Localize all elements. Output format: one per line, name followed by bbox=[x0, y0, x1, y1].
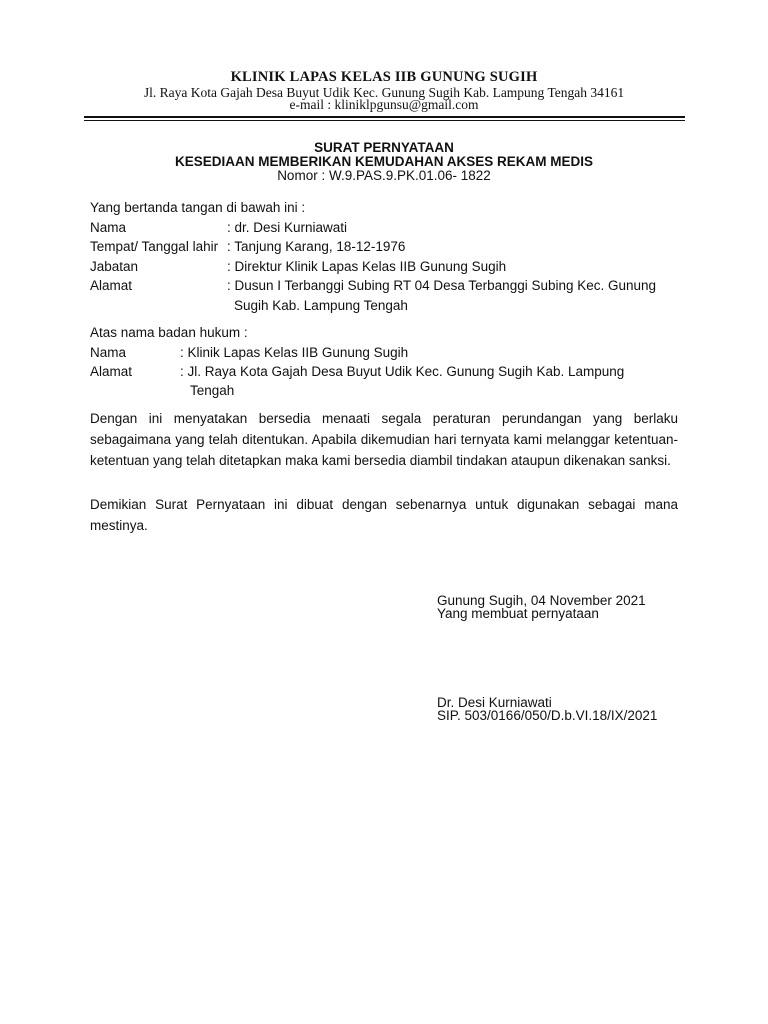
document-number: Nomor : W.9.PAS.9.PK.01.06- 1822 bbox=[277, 168, 491, 183]
entity-name-value: : Klinik Lapas Kelas IIB Gunung Sugih bbox=[180, 345, 409, 360]
signer-position-label: Jabatan bbox=[90, 259, 139, 274]
signer-name-label: Nama bbox=[90, 220, 127, 235]
statement-paragraph: Dengan ini menyatakan bersedia menaati segala peraturan perundangan yang berlaku sebagaimana yang telah ditentukan. Apabila dikemudian hari ternyata kami melanggar ketentuan-ketentuan yang telah ditetapkan maka kami bersedia diambil tindakan ataupun dikenakan sanksi. bbox=[90, 411, 678, 468]
signature-caption: Yang membuat pernyataan bbox=[437, 606, 599, 621]
signer-birth-value: : Tanjung Karang, 18-12-1976 bbox=[227, 239, 406, 254]
document-subtitle: KESEDIAAN MEMBERIKAN KEMUDAHAN AKSES REKAM MEDIS bbox=[174, 154, 594, 169]
entity-address-label: Alamat bbox=[90, 364, 133, 379]
signature-name: Dr. Desi Kurniawati bbox=[437, 695, 552, 710]
closing-paragraph: Demikian Surat Pernyataan ini dibuat dengan sebenarnya untuk digunakan sebagai mana mestinya. bbox=[90, 497, 678, 533]
signer-name-value: : dr. Desi Kurniawati bbox=[227, 220, 348, 235]
letterhead-divider-thin bbox=[84, 120, 685, 121]
entity-address-value: : Jl. Raya Kota Gajah Desa Buyut Udik Kec. Gunung Sugih Kab. Lampung bbox=[180, 364, 625, 379]
signature-sip: SIP. 503/0166/050/D.b.VI.18/IX/2021 bbox=[437, 708, 658, 723]
letterhead-divider-thick bbox=[84, 116, 685, 118]
entity-name-label: Nama bbox=[90, 345, 127, 360]
signer-address-label: Alamat bbox=[90, 278, 133, 293]
signer-position-value: : Direktur Klinik Lapas Kelas IIB Gunung Sugih bbox=[227, 259, 507, 274]
signature-place-date: Gunung Sugih, 04 November 2021 bbox=[437, 593, 646, 608]
signer-address-value-cont: Sugih Kab. Lampung Tengah bbox=[234, 298, 408, 313]
entity-address-value-cont: Tengah bbox=[190, 383, 235, 398]
signer-birth-label: Tempat/ Tanggal lahir bbox=[90, 239, 219, 254]
letterhead-name: KLINIK LAPAS KELAS IIB GUNUNG SUGIH bbox=[230, 69, 538, 85]
signer-intro: Yang bertanda tangan di bawah ini : bbox=[90, 200, 306, 215]
letterhead-address: Jl. Raya Kota Gajah Desa Buyut Udik Kec. Gunung Sugih Kab. Lampung Tengah 34161 bbox=[143, 85, 625, 100]
document-title: SURAT PERNYATAAN bbox=[314, 140, 454, 155]
letterhead-email: e-mail : kliniklpgunsu@gmail.com bbox=[289, 97, 479, 112]
signer-address-value: : Dusun I Terbanggi Subing RT 04 Desa Terbanggi Subing Kec. Gunung bbox=[227, 278, 657, 293]
entity-intro: Atas nama badan hukum : bbox=[90, 325, 248, 340]
